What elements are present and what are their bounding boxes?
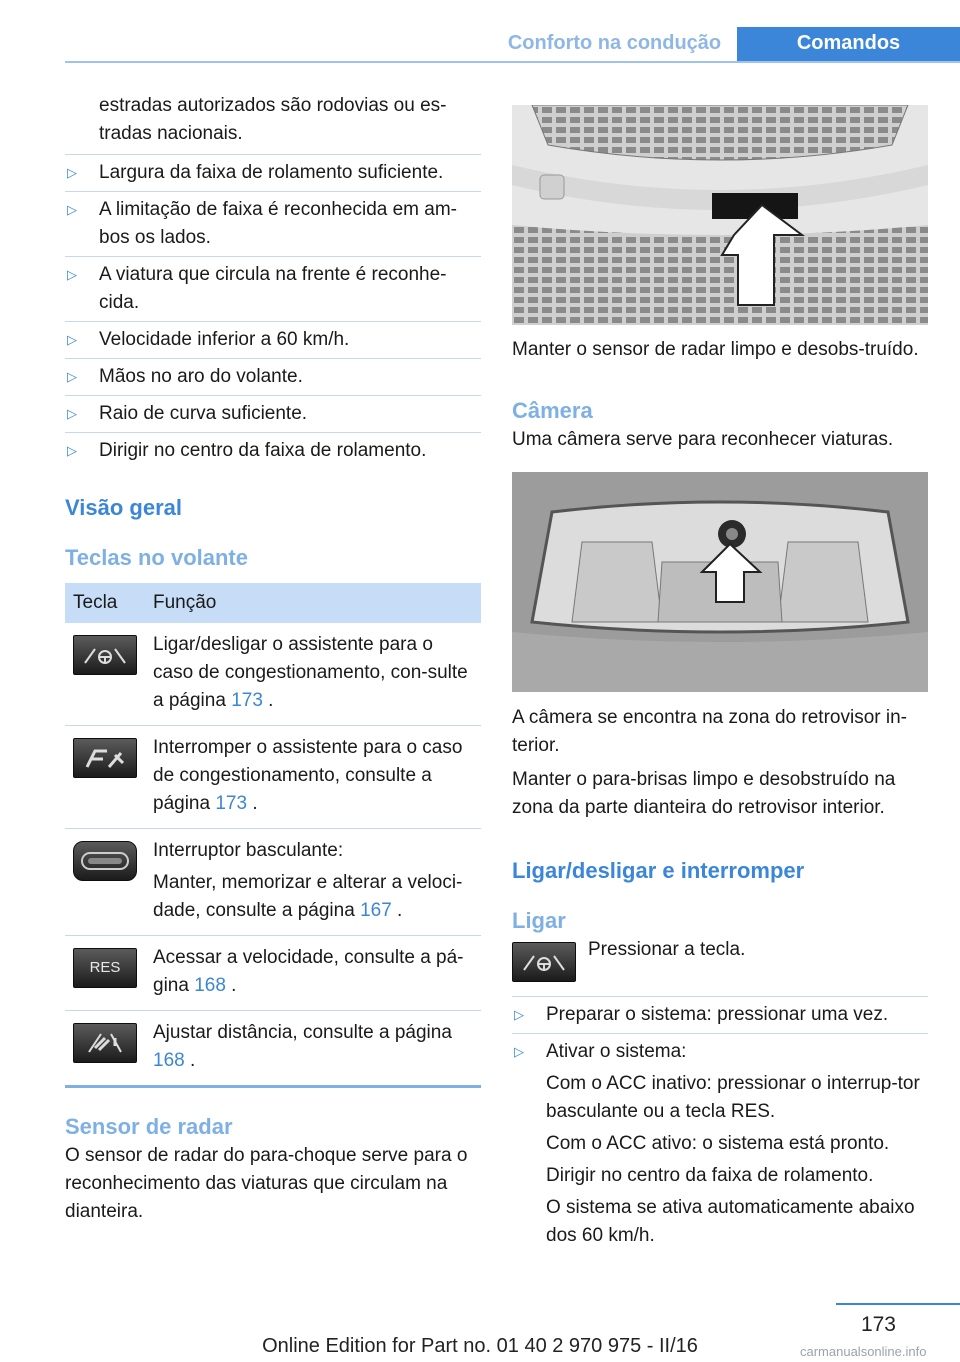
- table-header: [65, 583, 481, 623]
- page-number: 173: [860, 1313, 896, 1336]
- radar-caption: Manter o sensor de radar limpo e desobs-truído.: [512, 339, 919, 360]
- triangle-bullet-icon: ▷: [514, 1007, 524, 1022]
- list-item: ▷ Largura da faixa de rolamento suficiente.: [65, 159, 481, 192]
- sub-step: Dirigir no centro da faixa de rolamento.: [546, 1165, 874, 1186]
- header-chapter: Comandos: [737, 27, 960, 61]
- heading-switch-on: Ligar: [512, 908, 566, 933]
- sub-step: Com o ACC ativo: o sistema está pronto.: [546, 1133, 890, 1154]
- camera-photo: [512, 472, 928, 692]
- list-item: ▷ Dirigir no centro da faixa de rolamento.: [65, 437, 481, 469]
- table-row: Interromper o assistente para o caso de congestionamento, consulte a página 173 .: [65, 726, 481, 829]
- col-key: Tecla: [65, 583, 145, 623]
- triangle-bullet-icon: ▷: [67, 406, 77, 421]
- triangle-bullet-icon: ▷: [67, 267, 77, 282]
- right-column-text: [512, 336, 928, 1258]
- list-item: ▷ Velocidade inferior a 60 km/h.: [65, 326, 481, 359]
- triangle-bullet-icon: ▷: [67, 443, 77, 458]
- triangle-bullet-icon: ▷: [67, 165, 77, 180]
- rocker-switch-icon: [73, 841, 137, 881]
- radar-sensor-photo: [512, 105, 928, 325]
- list-item: ▷ A viatura que circula na frente é reconhe-cida.: [65, 261, 481, 322]
- camera-caption-clean: Manter o para-brisas limpo e desobstruído na zona da parte dianteira do retrovisor interior.: [512, 769, 896, 818]
- heading-camera: Câmera: [512, 398, 593, 423]
- page-link[interactable]: 168: [194, 975, 226, 996]
- camera-text: Uma câmera serve para reconhecer viaturas.: [512, 429, 894, 450]
- col-function: Função: [145, 583, 481, 623]
- table-row: Ligar/desligar o assistente para o caso de congestionamento, con-sulte a página 173 .: [65, 623, 481, 726]
- list-item: ▷ Ativar o sistema: Com o ACC inativo: pressionar o interrup-tor basculante ou a tecla RES. Com o ACC ativo: o sistema está pronto. Dirigir no centro da faixa de rolamento. O sistema se ativa automaticamente abaixo dos 60 km/h.: [512, 1038, 928, 1254]
- triangle-bullet-icon: ▷: [67, 369, 77, 384]
- edition-line: Online Edition for Part no. 01 40 2 970 975 - II/16: [262, 1335, 698, 1357]
- press-key-row: [512, 936, 928, 982]
- steering-assist-on-icon: [512, 942, 576, 982]
- heading-on-off-interrupt: Ligar/desligar e interromper: [512, 858, 805, 883]
- table-row: Ajustar distância, consulte a página 168 .: [65, 1011, 481, 1087]
- steering-assist-on-icon: [73, 635, 137, 675]
- list-item: ▷ A limitação de faixa é reconhecida em am-bos os lados.: [65, 196, 481, 257]
- heading-steering-keys: Teclas no volante: [65, 545, 248, 570]
- triangle-bullet-icon: ▷: [514, 1044, 524, 1059]
- header-section: Conforto na condução: [507, 32, 722, 54]
- left-column: [65, 92, 481, 1226]
- triangle-bullet-icon: ▷: [67, 202, 77, 217]
- keys-table: [65, 583, 481, 1088]
- page-link[interactable]: 168: [153, 1050, 185, 1071]
- footer-rule: [836, 1303, 960, 1305]
- radar-text: O sensor de radar do para-choque serve para o reconhecimento das viaturas que circulam na dianteira.: [65, 1145, 468, 1222]
- list-item: ▷ Preparar o sistema: pressionar uma vez.: [512, 1001, 928, 1034]
- res-button-icon: RES: [73, 948, 137, 988]
- header-rule: [65, 61, 960, 63]
- table-row: Interruptor basculante: Manter, memorizar e alterar a veloci-dade, consulte a página 167 .: [65, 829, 481, 936]
- conditions-list: [65, 154, 481, 469]
- table-row: RES Acessar a velocidade, consulte a pá-gina 168 .: [65, 936, 481, 1011]
- page-link[interactable]: 173: [215, 793, 248, 814]
- heading-radar-sensor: Sensor de radar: [65, 1114, 233, 1139]
- press-key-text: Pressionar a tecla.: [588, 939, 746, 960]
- steps-list: [512, 996, 928, 1254]
- sub-step: Com o ACC inativo: pressionar o interrup-tor basculante ou a tecla RES.: [546, 1073, 920, 1122]
- watermark: carmanualsonline.info: [800, 1344, 927, 1359]
- continued-text: estradas autorizados são rodovias ou es-tradas nacionais.: [99, 95, 447, 144]
- list-item: ▷ Raio de curva suficiente.: [65, 400, 481, 433]
- sub-step: O sistema se ativa automaticamente abaixo dos 60 km/h.: [546, 1197, 915, 1246]
- list-item: ▷ Mãos no aro do volante.: [65, 363, 481, 396]
- triangle-bullet-icon: ▷: [67, 332, 77, 347]
- steering-assist-interrupt-icon: [73, 738, 137, 778]
- camera-caption-location: A câmera se encontra na zona do retrovisor in-terior.: [512, 707, 907, 756]
- heading-overview: Visão geral: [65, 495, 182, 520]
- right-column: [512, 105, 928, 325]
- page-link[interactable]: 173: [231, 690, 263, 711]
- distance-button-icon: [73, 1023, 137, 1063]
- page-link[interactable]: 167: [360, 900, 392, 921]
